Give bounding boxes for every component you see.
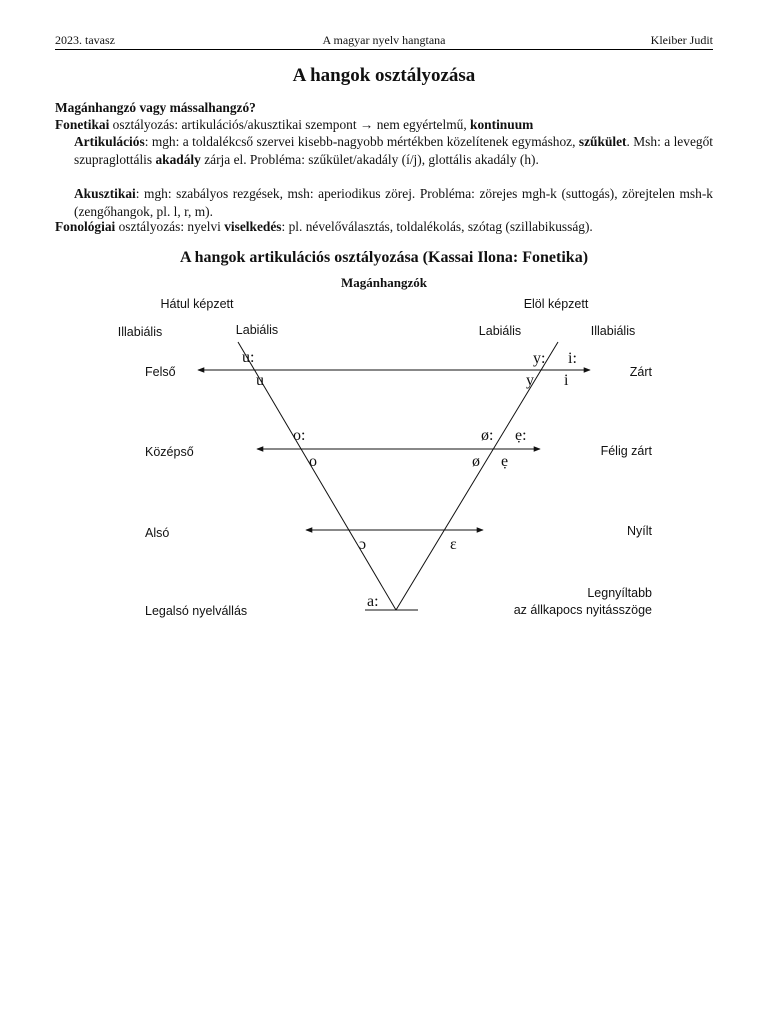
text: : mgh: a toldalékcső szervei kisebb-nagyobb mértékben közelítenek egymáshoz,: [144, 134, 579, 149]
vowel-i: i: [564, 372, 569, 389]
term-obstruction: akadály: [155, 151, 201, 167]
term-constriction: szűkület: [578, 134, 627, 149]
text: : pl. névelőválasztás, toldalékolás, szótag (szillabikusság).: [281, 219, 593, 234]
vowel-o: o: [309, 453, 317, 470]
label-labial-right: Labiális: [478, 324, 522, 338]
vowel-trapezoid-diagram: [0, 290, 768, 630]
paragraph-articulatory: [74, 133, 713, 168]
vowel-y: y: [526, 372, 534, 389]
header-rule: [55, 49, 713, 50]
label-half-closed: Félig zárt: [600, 444, 652, 458]
arrow-symbol: →: [359, 117, 374, 132]
vowel-oe: ø: [472, 453, 480, 470]
paragraph-phonetic: [55, 116, 713, 134]
term-behavior: viselkedés: [224, 219, 282, 234]
diagram-caption: Magánhangzók: [341, 275, 427, 290]
label-illabial-left: Illabiális: [117, 325, 163, 339]
text: zárja el. Probléma: szűkület/akadály (í/j), glottális akadály (h).: [200, 151, 539, 167]
vowel-epsilon: ε: [450, 536, 457, 553]
label-middle: Középső: [145, 445, 194, 459]
text: osztályozás: artikulációs/akusztikai szempont: [109, 117, 360, 132]
term-continuum: kontinuum: [470, 117, 534, 132]
label-upper: Felső: [145, 365, 176, 379]
vowel-open-o: ɔ: [359, 536, 367, 553]
paragraph-acoustic: [74, 185, 713, 220]
vowel-o-long: o:: [293, 427, 306, 444]
label-back: Hátul képzett: [160, 297, 234, 311]
label-low: Alsó: [145, 526, 170, 540]
vowel-a-long: a:: [367, 593, 379, 610]
label-closed: Zárt: [629, 365, 652, 379]
label-front: Elöl képzett: [523, 297, 589, 311]
label-labial-left: Labiális: [235, 323, 279, 337]
section-subtitle: A hangok artikulációs osztályozása (Kassai Ilona: Fonetika): [179, 249, 589, 266]
text: nem egyértelmű,: [373, 117, 471, 132]
vowel-e-long: ẹ:: [515, 427, 527, 444]
term-phonological: Fonológiai: [55, 219, 116, 234]
label-most-open: Legnyíltabb: [587, 586, 652, 600]
label-lowest: Legalsó nyelvállás: [145, 604, 248, 618]
term-acoustic: Akusztikai: [74, 186, 136, 201]
vowel-i-long: i:: [568, 350, 577, 367]
term-phonetic: Fonetikai: [55, 117, 110, 132]
vowel-u: u: [256, 372, 264, 389]
header-course-title: A magyar nyelv hangtana: [322, 33, 446, 47]
question-heading: Magánhangzó vagy mássalhangzó?: [55, 100, 256, 115]
header-semester: 2023. tavasz: [55, 33, 115, 47]
vowel-y-long: y:: [533, 350, 546, 367]
vowel-oe-long: ø:: [481, 427, 494, 444]
label-illabial-right: Illabiális: [590, 324, 636, 338]
vowel-u-long: u:: [242, 349, 255, 366]
page-title: A hangok osztályozása: [292, 65, 476, 86]
term-articulatory: Artikulációs: [74, 134, 145, 149]
header-author: Kleiber Judit: [650, 33, 713, 47]
vowel-e: ẹ: [501, 453, 509, 470]
text: osztályozás: nyelvi: [115, 219, 225, 234]
text: . Msh: a levegőt szupraglottális: [74, 134, 714, 167]
paragraph-phonological: [55, 218, 713, 236]
text: : mgh: szabályos rezgések, msh: aperiodikus zörej. Probléma: zörejes mgh-k (suttogás), zörejtelen msh-k (zengőhangok, pl. l, r, m).: [74, 186, 713, 219]
label-jaw-angle: az állkapocs nyitásszöge: [513, 603, 652, 617]
label-open: Nyílt: [627, 524, 652, 538]
